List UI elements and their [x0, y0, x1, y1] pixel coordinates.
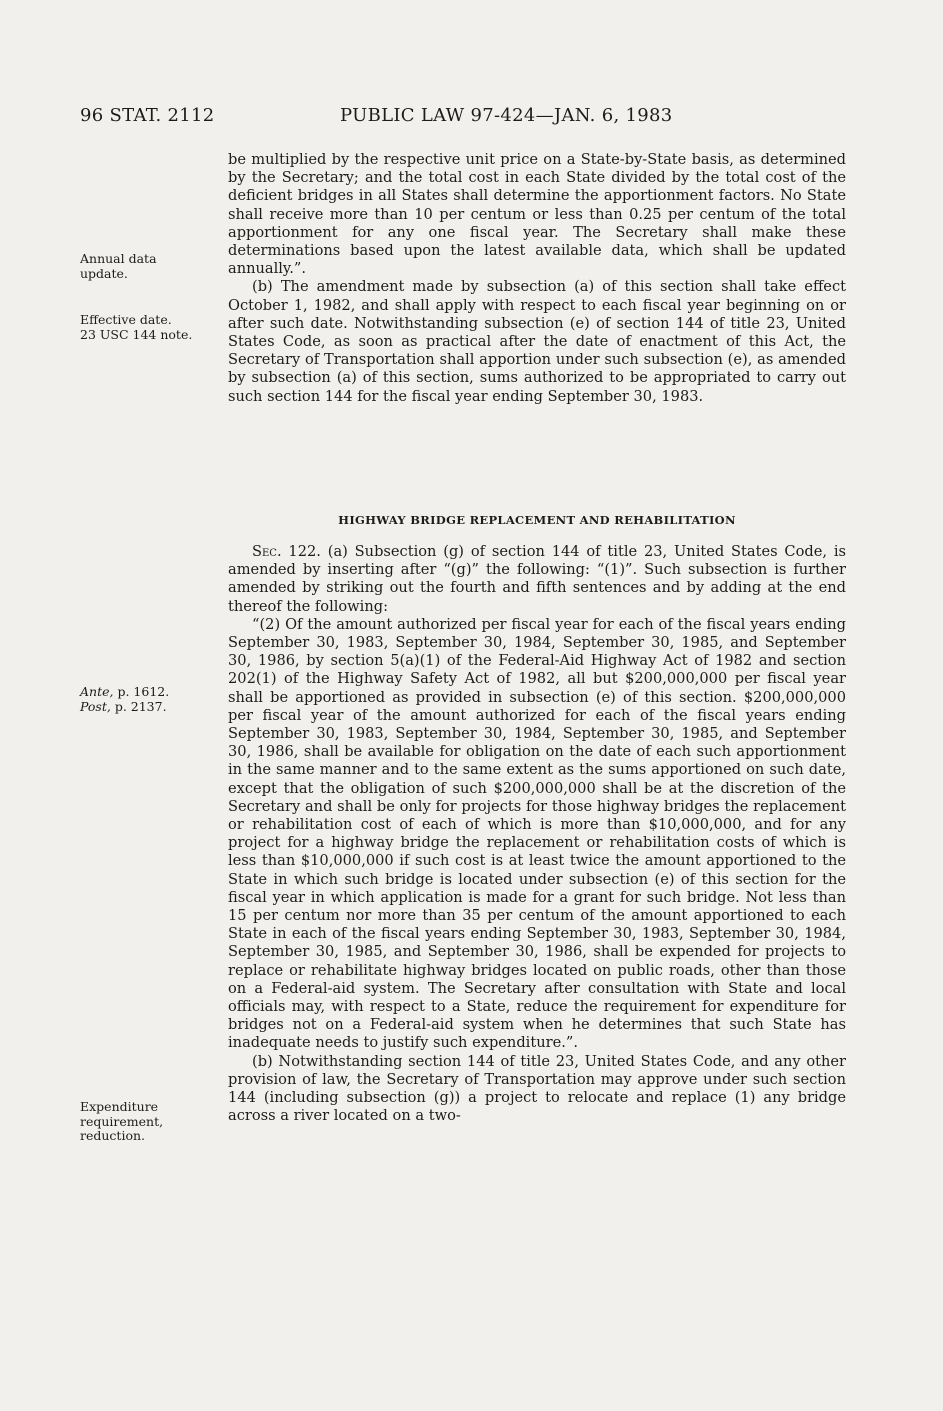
margin-note-line — [80, 685, 225, 700]
margin-note-effective-date — [80, 313, 225, 342]
margin-note-line: Annual data — [80, 251, 157, 266]
paragraph-continuation: be multiplied by the respective unit price on a State-by-State basis, as determined by the Secretary; and the total cost in each State divided by the total cost of the deficient bridges in all States shall determine the apportionment factors. No State shall receive more than 10 per centum or less than 0.25 per centum of the total apportionment for any one fiscal year. The Secretary shall make these determinations based upon the latest available data, which shall be updated annually.”. — [228, 151, 846, 278]
margin-note-line — [80, 700, 225, 715]
margin-note-line: Effective date. — [80, 312, 172, 327]
margin-note-line: Expenditure — [80, 1099, 159, 1114]
paragraph-2: “(2) Of the amount authorized per fiscal year for each of the fiscal years ending September 30, 1983, September 30, 1984, September 30, 1985, and September 30, 1986, by section 5(a)(1) of the Federal-Aid Highway Act of 1982 and section 202(1) of the Highway Safety Act of 1982, all but $200,000,000 per fiscal year shall be apportioned as provided in subsection (e) of this section. $200,000,000 per fiscal year of the amount authorized for each of the fiscal years ending September 30, 1983, September 30, 1984, September 30, 1985, and September 30, 1986, shall be available for obligation on the date of each such apportionment in the same manner and to the same extent as the sums apportioned on such date, except that the obligation of such $200,000,000 shall be at the discretion of the Secretary and shall be only for projects for those highway bridges the replacement or rehabilitation cost of each of which is more than $10,000,000, and for any project for a highway bridge the replacement or rehabilitation costs of which is less than $10,000,000 if such cost is at least twice the amount apportioned to the State in which such bridge is located under subsection (e) of this section for the fiscal year in which application is made for a grant for such bridge. Not less than 15 per centum nor more than 35 per centum of the amount apportioned to each State in each of the fiscal years ending September 30, 1983, September 30, 1984, September 30, 1985, and September 30, 1986, shall be expended for projects to replace or rehabilitate highway bridges located on public roads, other than those on a Federal-aid system. The Secretary after consultation with State and local officials may, with respect to a State, reduce the requirement for expenditure for bridges not on a Federal-aid system when he determines that such State has inadequate needs to justify such expenditure.”. — [228, 615, 846, 1052]
body-upper-block — [228, 151, 846, 406]
paragraph-sec-122 — [228, 543, 846, 616]
margin-note-ante-post — [80, 685, 225, 714]
body-lower-block — [228, 543, 846, 1126]
section-122-text: 122. (a) Subsection (g) of section 144 of title 23, United States Code, is amended by inserting after “(g)” the following: “(1)”. Such subsection is further amended by striking out the fourth and fifth sentences and by adding at the end thereof the following: — [228, 543, 846, 615]
post-page: p. 2137. — [114, 698, 167, 714]
margin-note-annual-data — [80, 252, 225, 281]
margin-note-line: requirement, — [80, 1113, 164, 1129]
margin-note-line: 23 USC 144 note. — [80, 326, 193, 342]
public-law-header: PUBLIC LAW 97-424—JAN. 6, 1983 — [340, 105, 673, 126]
stat-page-reference: 96 STAT. 2112 — [80, 105, 215, 126]
margin-note-line: reduction. — [80, 1128, 145, 1143]
section-heading: HIGHWAY BRIDGE REPLACEMENT AND REHABILITATION — [338, 513, 736, 527]
ante-page: p. 1612. — [117, 684, 170, 699]
margin-note-line: update. — [80, 265, 128, 281]
paragraph-subsection-b-notwithstanding: (b) Notwithstanding section 144 of title 23, United States Code, and any other provision of law, the Secretary of Transportation may approve under such section 144 (including subsection (g)) a project to relocate and replace (1) any bridge across a river located on a two- — [228, 1052, 846, 1125]
post-label: Post, — [80, 698, 111, 714]
section-label: Sec. — [252, 543, 282, 560]
paragraph-subsection-b-effective: (b) The amendment made by subsection (a) of this section shall take effect October 1, 1982, and shall apply with respect to each fiscal year beginning on or after such date. Notwithstanding subsection (e) of section 144 of title 23, United States Code, as soon as practical after the date of enactment of this Act, the Secretary of Transportation shall apportion under such subsection (e), as amended by subsection (a) of this section, sums authorized to be appropriated to carry out such section 144 for the fiscal year ending September 30, 1983. — [228, 278, 846, 405]
margin-note-expenditure — [80, 1100, 225, 1144]
ante-label: Ante, — [80, 684, 114, 699]
